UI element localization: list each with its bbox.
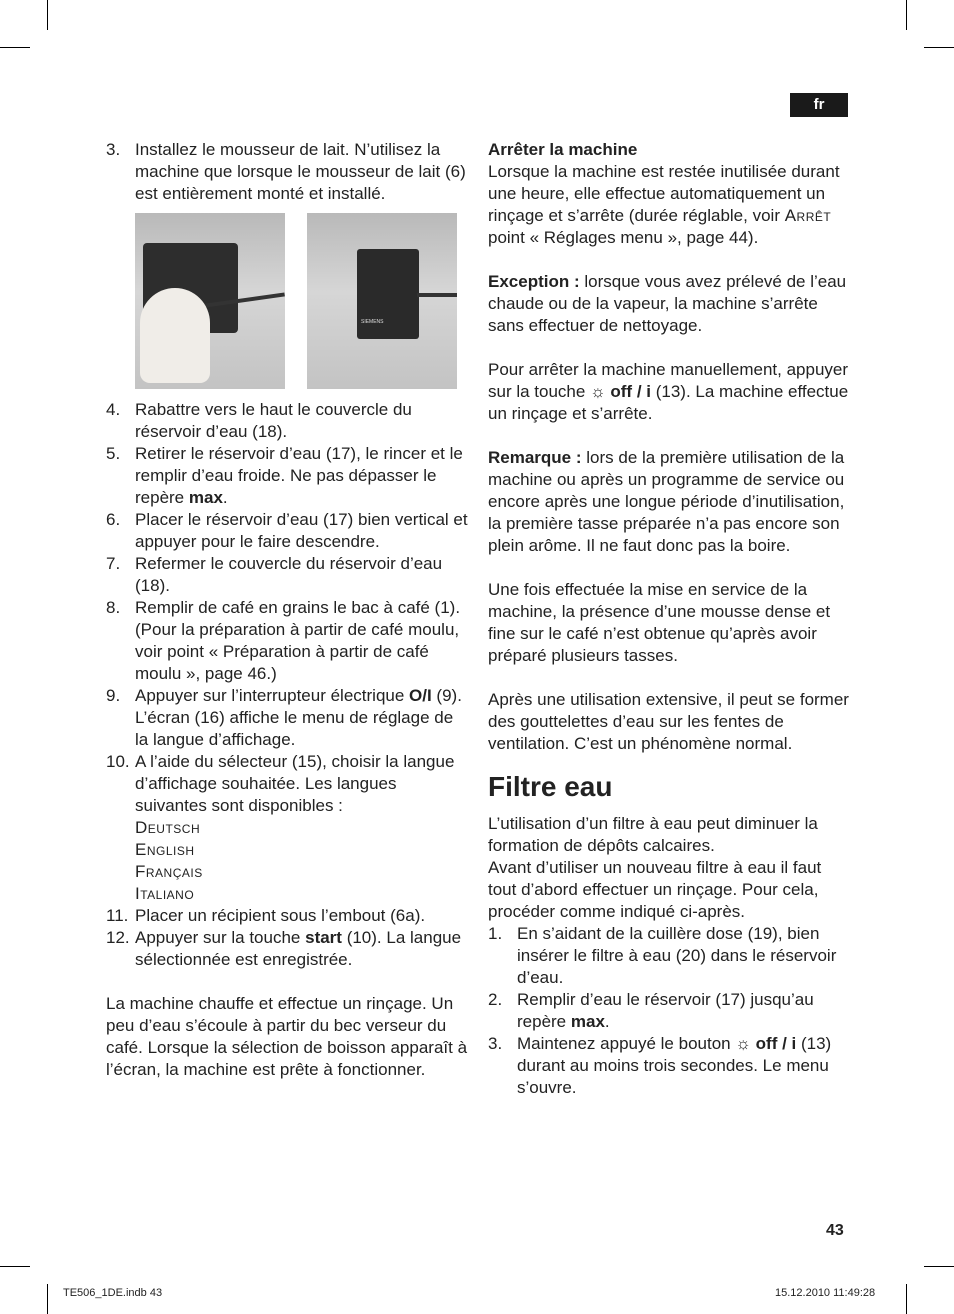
list-item: 12. Appuyer sur la touche start (10). La langue sélectionnée est enregistrée. bbox=[106, 928, 462, 969]
list-item: 1. En s’aidant de la cuillère dose (19), bien insérer le filtre à eau (20) dans le réservoir d’eau. bbox=[488, 924, 837, 987]
crop-mark bbox=[0, 1266, 30, 1267]
list-item: 8. Remplir de café en grains le bac à café (1). (Pour la préparation à partir de café moulu, voir point « Préparation à partir de café moulu », page 46.) bbox=[106, 598, 461, 683]
list-item: 7. Refermer le couvercle du réservoir d’eau (18). bbox=[106, 554, 443, 595]
language-option: English bbox=[135, 840, 195, 859]
step-number: 4. bbox=[106, 400, 121, 419]
brand-logo: SIEMENS bbox=[361, 319, 384, 325]
list-item: 11. Placer un récipient sous l’embout (6a). bbox=[106, 906, 426, 925]
list-item: 6. Placer le réservoir d’eau (17) bien vertical et appuyer pour le faire descendre. bbox=[106, 510, 468, 551]
step-number: 5. bbox=[106, 444, 121, 463]
step-number: 9. bbox=[106, 686, 121, 705]
step-number: 3. bbox=[106, 140, 121, 159]
list-item: 2. Remplir d’eau le réservoir (17) jusqu’au repère max. bbox=[488, 990, 814, 1031]
footer-file: TE506_1DE.indb 43 bbox=[63, 1287, 163, 1299]
manual-stop-paragraph: Pour arrêter la machine manuellement, appuyer sur la touche ☼ off / i (13). La machine effectue un rinçage et s’arrête. bbox=[488, 360, 849, 423]
stop-paragraph: Lorsque la machine est restée inutilisée durant une heure, elle effectue automatiquement un rinçage et s’arrête (durée réglable, voir Arrêt point « Réglages menu », page 44). bbox=[488, 162, 840, 247]
photo-row bbox=[135, 213, 468, 389]
crop-mark bbox=[47, 0, 48, 30]
list-item: 4. Rabattre vers le haut le couvercle du réservoir d’eau (18). bbox=[106, 400, 412, 441]
crop-mark bbox=[906, 0, 907, 30]
list-item: 9. Appuyer sur l’interrupteur électrique O/I (9). L’écran (16) affiche le menu de réglage de la langue d’affichage. bbox=[106, 686, 462, 749]
list-item: 3. Installez le mousseur de lait. N’utilisez la machine que lorsque le mousseur de lait (6) est entièrement monté et installé. bbox=[106, 140, 466, 203]
right-column bbox=[488, 139, 850, 1099]
language-option: Français bbox=[135, 862, 203, 881]
exception-paragraph: Exception : lorsque vous avez prélevé de l’eau chaude ou de la vapeur, la machine s’arrête sans effectuer de nettoyage. bbox=[488, 272, 847, 335]
step-number: 3. bbox=[488, 1034, 503, 1053]
crop-mark bbox=[924, 47, 954, 48]
step-number: 12. bbox=[106, 928, 130, 947]
step-number: 1. bbox=[488, 924, 503, 943]
off-button-icon: ☼ bbox=[735, 1034, 751, 1053]
filter-intro: Avant d’utiliser un nouveau filtre à eau il faut tout d’abord effectuer un rinçage. Pour cela, procéder comme indiqué ci-après. bbox=[488, 858, 822, 921]
foam-paragraph: Une fois effectuée la mise en service de la machine, la présence d’une mousse dense et fine sur le café n’est obtenue qu’après avoir préparé plusieurs tasses. bbox=[488, 580, 831, 665]
instruction-list bbox=[488, 923, 850, 1099]
language-option: Italiano bbox=[135, 884, 195, 903]
section-title: Filtre eau bbox=[488, 771, 613, 802]
crop-mark bbox=[906, 1284, 907, 1314]
off-button-icon: ☼ bbox=[590, 382, 606, 401]
language-option: Deutsch bbox=[135, 818, 201, 837]
instruction-list bbox=[106, 139, 468, 205]
list-item: 5. Retirer le réservoir d’eau (17), le rincer et le remplir d’eau froide. Ne pas dépasser le repère max. bbox=[106, 444, 463, 507]
step-number: 7. bbox=[106, 554, 121, 573]
paragraph: La machine chauffe et effectue un rinçage. Un peu d’eau s’écoule à partir du bec verseur du café. Lorsque la sélection de boisson apparaît à l’écran, la machine est prête à fonctionner. bbox=[106, 994, 468, 1079]
left-column bbox=[106, 139, 468, 1081]
instruction-list bbox=[106, 399, 468, 971]
list-item: 3. Maintenez appuyé le bouton ☼ off / i (13) durant au moins trois secondes. Le menu s’ouvre. bbox=[488, 1034, 832, 1097]
list-item: 10. A l’aide du sélecteur (15), choisir la langue d’affichage souhaitée. Les langues suivantes sont disponibles : Deutsch English Français Italiano bbox=[106, 751, 468, 905]
photo-milk-frother-installed bbox=[307, 213, 457, 389]
cable bbox=[417, 293, 457, 297]
crop-mark bbox=[924, 1266, 954, 1267]
photo-milk-frother-install bbox=[135, 213, 285, 389]
crop-mark bbox=[0, 47, 30, 48]
step-number: 6. bbox=[106, 510, 121, 529]
hand bbox=[140, 288, 210, 383]
drops-paragraph: Après une utilisation extensive, il peut se former des gouttelettes d’eau sur les fentes de ventilation. C’est un phénomène normal. bbox=[488, 690, 849, 753]
step-number: 11. bbox=[106, 906, 129, 925]
remark-paragraph: Remarque : lors de la première utilisation de la machine ou après un programme de service ou encore après une longue période d’inutilisation, la première tasse préparée n’a pas encore son plein arôme. Il ne faut donc pas la boire. bbox=[488, 448, 845, 555]
step-number: 2. bbox=[488, 990, 503, 1009]
language-tab: fr bbox=[790, 93, 848, 117]
page-number: 43 bbox=[826, 1222, 844, 1239]
filter-intro: L’utilisation d’un filtre à eau peut diminuer la formation de dépôts calcaires. bbox=[488, 814, 818, 855]
step-number: 10. bbox=[106, 752, 130, 771]
stop-heading: Arrêter la machine bbox=[488, 140, 638, 159]
footer-timestamp: 15.12.2010 11:49:28 bbox=[775, 1287, 876, 1299]
crop-mark bbox=[47, 1284, 48, 1314]
step-number: 8. bbox=[106, 598, 121, 617]
